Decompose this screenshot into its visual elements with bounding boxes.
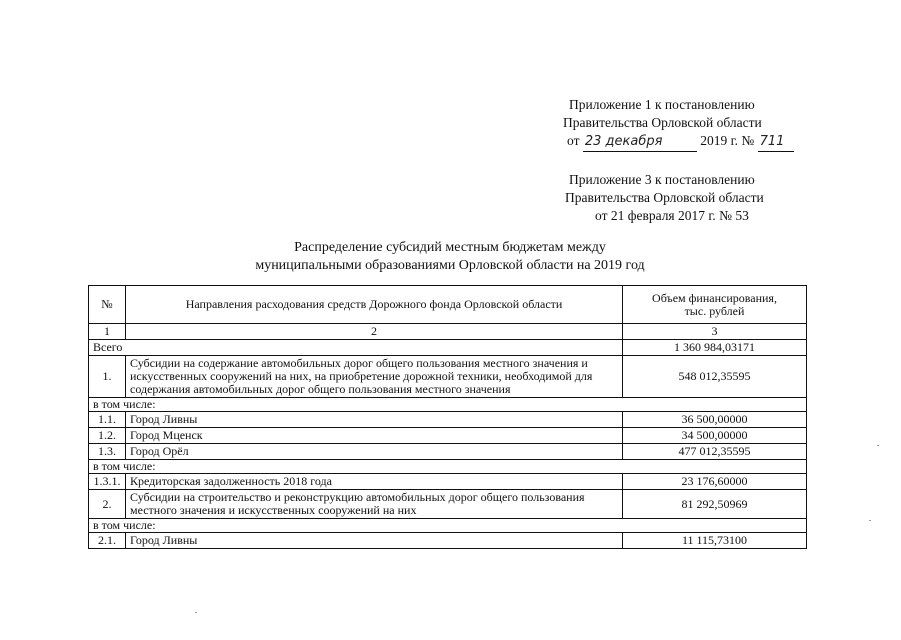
appendix-3-line3: от 21 февраля 2017 г. № 53 xyxy=(595,208,749,223)
col-number-3: 3 xyxy=(623,324,807,340)
appendix-1-date-line xyxy=(563,132,803,152)
table-row xyxy=(89,356,807,398)
row-number: 2. xyxy=(89,490,126,519)
handwritten-date: 23 декабря xyxy=(583,133,697,152)
table-row xyxy=(89,533,807,549)
document-title xyxy=(150,239,750,275)
row-number: 2.1. xyxy=(89,533,126,549)
row-number: 1.3. xyxy=(89,444,126,460)
row-direction: Город Орёл xyxy=(126,444,623,460)
row-number: 1.2. xyxy=(89,428,126,444)
table-row xyxy=(89,444,807,460)
appendix-3-line1: Приложение 3 к постановлению xyxy=(569,172,755,187)
row-number: 1.3.1. xyxy=(89,474,126,490)
row-amount: 34 500,00000 xyxy=(623,428,807,444)
including-label: в том числе: xyxy=(89,519,807,533)
header-amount: Объем финансирования, тыс. рублей xyxy=(623,286,807,324)
including-label: в том числе: xyxy=(89,398,807,412)
subtotal-caption-row xyxy=(89,398,807,412)
row-direction: Субсидии на строительство и реконструкцию автомобильных дорог общего пользования местного значения и искусственных сооружений на них xyxy=(126,490,623,519)
row-number: 1.1. xyxy=(89,412,126,428)
total-value: 1 360 984,03171 xyxy=(623,340,807,356)
row-direction: Город Ливны xyxy=(126,533,623,549)
total-row xyxy=(89,340,807,356)
row-direction: Кредиторская задолженность 2018 года xyxy=(126,474,623,490)
table-row xyxy=(89,490,807,519)
handwritten-number: 711 xyxy=(758,133,794,152)
title-line2: муниципальными образованиями Орловской области на 2019 год xyxy=(255,258,645,273)
column-numbers-row xyxy=(89,324,807,340)
subtotal-caption-row xyxy=(89,519,807,533)
row-amount: 36 500,00000 xyxy=(623,412,807,428)
table-row xyxy=(89,412,807,428)
scan-speck xyxy=(877,445,879,446)
including-label: в том числе: xyxy=(89,460,807,474)
date-prefix: от xyxy=(567,133,580,148)
col-number-2: 2 xyxy=(126,324,623,340)
table-row xyxy=(89,474,807,490)
total-label: Всего xyxy=(89,340,623,356)
appendix-1-line2: Правительства Орловской области xyxy=(563,115,762,130)
appendix-1-line1: Приложение 1 к постановлению xyxy=(569,97,755,112)
header-number: № xyxy=(89,286,126,324)
title-line1: Распределение субсидий местным бюджетам между xyxy=(294,240,606,255)
appendix-1-header xyxy=(563,96,803,152)
row-number: 1. xyxy=(89,356,126,398)
year-number-text: 2019 г. № xyxy=(700,133,755,148)
row-amount: 548 012,35595 xyxy=(623,356,807,398)
appendix-3-line2: Правительства Орловской области xyxy=(565,190,764,205)
scan-speck xyxy=(195,612,197,613)
row-direction: Город Ливны xyxy=(126,412,623,428)
table-body xyxy=(89,340,807,549)
row-amount: 81 292,50969 xyxy=(623,490,807,519)
subsidy-table xyxy=(88,285,807,549)
scan-speck xyxy=(869,520,871,521)
row-direction: Субсидии на содержание автомобильных дорог общего пользования местного значения и искусственных сооружений на них, на приобретение дорожной техники, необходимой для содержания автомобильных дорог общего пользования местного значения xyxy=(126,356,623,398)
appendix-3-header xyxy=(565,171,805,225)
row-amount: 11 115,73100 xyxy=(623,533,807,549)
row-direction: Город Мценск xyxy=(126,428,623,444)
row-amount: 23 176,60000 xyxy=(623,474,807,490)
subtotal-caption-row xyxy=(89,460,807,474)
row-amount: 477 012,35595 xyxy=(623,444,807,460)
table-row xyxy=(89,428,807,444)
header-direction: Направления расходования средств Дорожного фонда Орловской области xyxy=(126,286,623,324)
col-number-1: 1 xyxy=(89,324,126,340)
table-header-row xyxy=(89,286,807,324)
